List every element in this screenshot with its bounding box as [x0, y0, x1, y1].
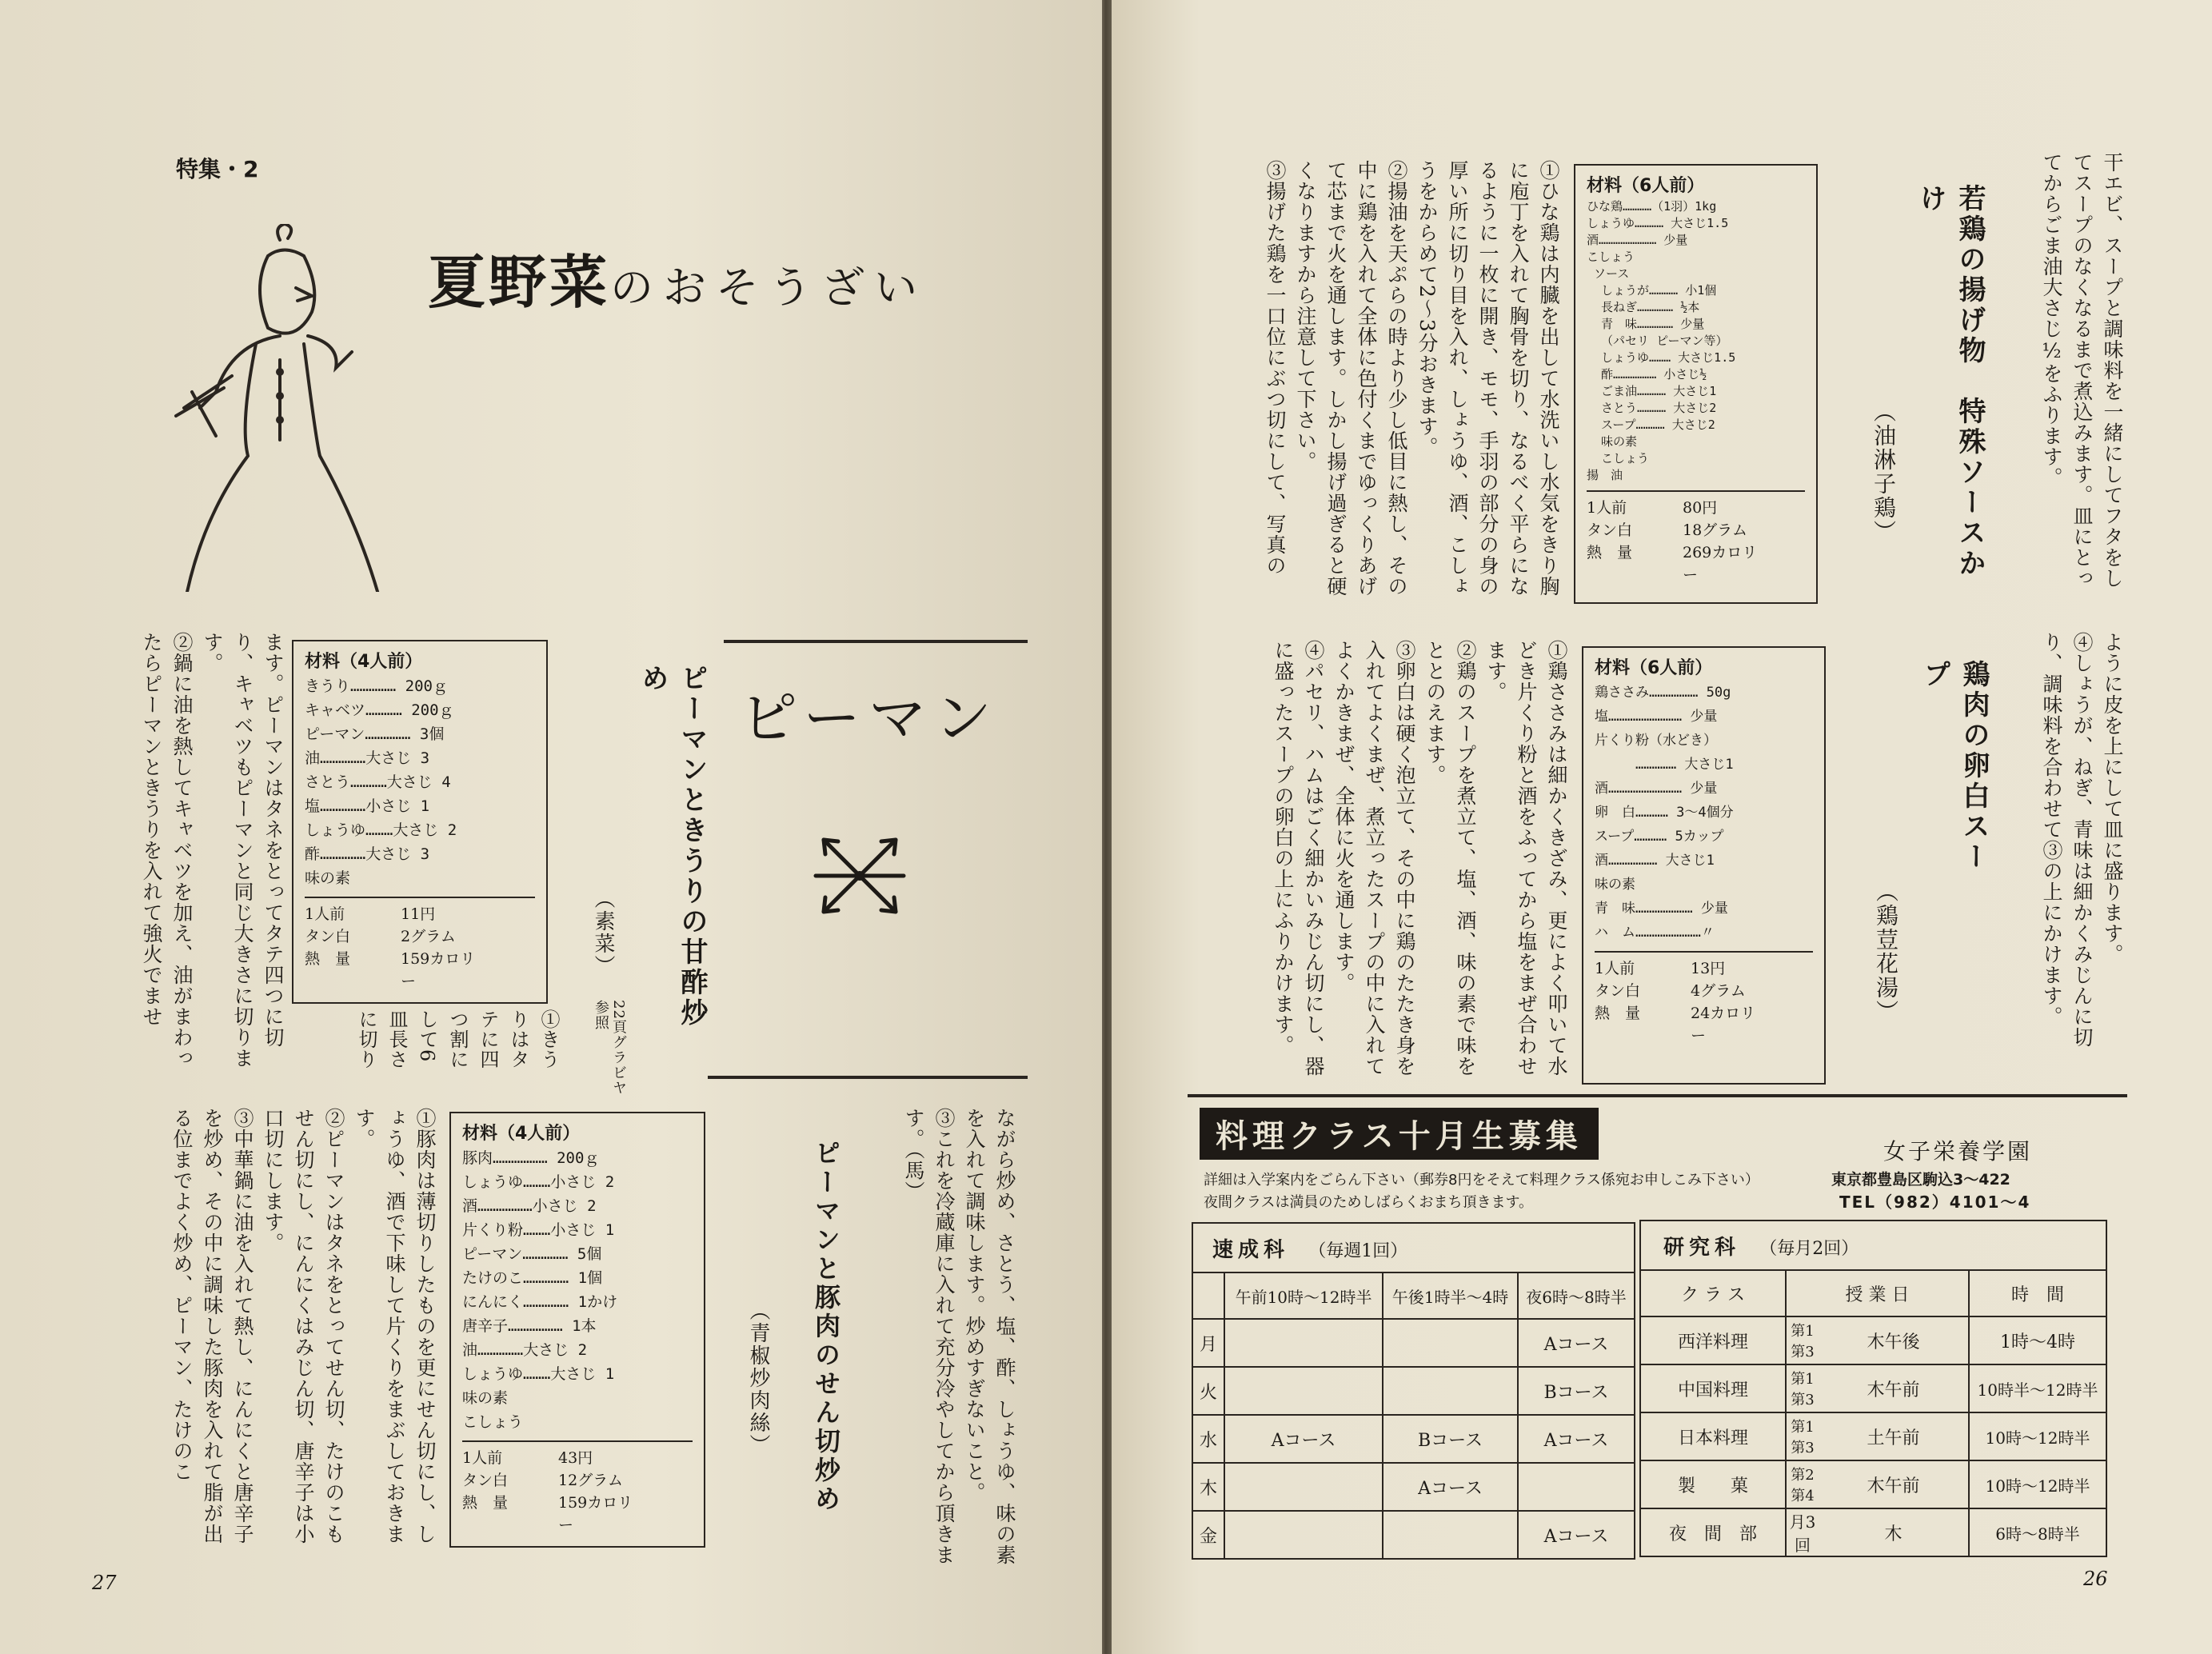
recipe1-ingredients-header: 材料（4人前）	[305, 652, 423, 672]
recipe3-continued	[1999, 632, 2127, 1064]
nutrition-row: 1人前 13円	[1595, 960, 1726, 977]
nutrition-row: 1人前 80円	[1587, 499, 1718, 517]
recipe1-step: ②鍋に油を熱してキャベツを加え、油がまわったらピーマンときうりを入れて強火でませ	[140, 632, 194, 1069]
kenkyu-col: 授 業 日	[1786, 1270, 1969, 1316]
table-row: 水 Aコース Bコース Aコース	[1192, 1415, 1635, 1463]
recipe1-title: ピーマンときうりの甘酢炒め	[637, 664, 708, 1029]
table-row: 月 Aコース	[1192, 1319, 1635, 1367]
recipe3-step: ③揚げた鶏を一口位にぶつ切にして、写真の	[1264, 160, 1287, 576]
table-row: 金 Aコース	[1192, 1511, 1635, 1559]
recipe4-subtitle: （鶏荳花湯）	[1873, 880, 1899, 1024]
left-page	[0, 0, 1102, 1654]
pepper-compass-icon	[808, 816, 912, 936]
kenkyu-title: 研究科	[1663, 1235, 1741, 1260]
nutrition-row: 熱 量 269カロリー	[1587, 544, 1758, 584]
kenkyu-freq: （毎月2回）	[1759, 1238, 1859, 1259]
table-row: 中国料理 第1第3 木午前 10時半〜12時半	[1640, 1364, 2106, 1412]
recipe2-step: ②ピーマンはタネをとってせん切、たけのこもせん切にし、にんにくはみじん切、唐辛子は小口切にします。	[262, 1108, 345, 1544]
recipe4-step: ①鶏ささみは細かくきざみ、更によく叩いて水どき片くり粉と酒をふってから塩をまぜ合わせます。	[1484, 640, 1568, 1077]
recipe3-step: ②揚油を天ぷらの時より少し低目に熱し、その中に鶏を入れて全体に色付くまでゆっくりあげて芯まで火を通します。しかし揚げ過ぎると硬くなりますから注意して下さい。	[1294, 160, 1408, 597]
woman-chef-illustration	[160, 224, 400, 592]
recipe2-step: ①豚肉は薄切りしたものを更にせん切にし、しょうゆ、酒で下味して片くりをまぶしておきます。	[353, 1108, 437, 1544]
recipe3-cont: ④しょうが、ねぎ、青味は細かくみじんに切り、調味料を合わせて③の上にかけます。	[2040, 632, 2094, 1048]
recipe1-subtitle: （素菜）	[591, 888, 615, 977]
table-row: 製 菓 第2第4 木午前 10時〜12時半	[1640, 1460, 2106, 1508]
recipe4-step: ②鶏のスープを煮立て、塩、酒、味の素で味をととのえます。	[1423, 640, 1477, 1077]
recipe4-ingredients-list: 鶏ささみ……………… 50g 塩……………………… 少量 片くり粉（水どき） …………… 大さじ1 酒……………………… 少量 卵 白………… 3〜4個分 スープ………… 5カップ 酒……………… 大さじ1 味の素 青 味………………… 少量 ハ ム……………………〃	[1595, 685, 1734, 941]
recipe1-step: ます。ピーマンはタネをとってタテ四つに切り、キャベツもピーマンと同じ大きさに切ります。	[201, 632, 285, 1069]
nutrition-row: 1人前 43円	[462, 1449, 593, 1467]
recipe2-steps	[88, 1108, 440, 1564]
recipe2-ingredients-box	[449, 1112, 705, 1548]
nutrition-row: 熱 量 24カロリー	[1595, 1005, 1756, 1045]
kenkyu-col: ク ラ ス	[1640, 1270, 1786, 1316]
recipe1-note: 22頁グラビヤ参照	[593, 1000, 627, 1096]
sokusei-col: 午前10時〜12時半	[1224, 1272, 1383, 1319]
nutrition-row: 熱 量 159カロリー	[462, 1494, 633, 1534]
main-title-strong: 夏野菜	[428, 248, 611, 316]
recipe3-ingredients-list: ひな鶏…………（1羽）1kg しょうゆ………… 大さじ1.5 酒…………………… 少量 こしょう ソース しょうが………… 小1個 長ねぎ…………… ½本 青 味…………… 少量 （パセリ ピーマン等） しょうゆ……… 大さじ1.5 酢……………… 小さじ½ ごま油………… 大さじ1 さとう………… 大さじ2 スープ………… 大さじ2 味の素 こしょう 揚 油	[1587, 199, 1736, 482]
recipe1-step-short: ①きうりはタテに四つ割にして6皿長さに切り	[355, 1009, 560, 1069]
main-title-rest: のおそうざい	[610, 262, 928, 313]
table-row: 夜 間 部 月3回 木 6時〜8時半	[1640, 1508, 2106, 1556]
recipe3-subtitle: （油淋子鶏）	[1871, 400, 1897, 544]
ad-school: 女子栄養学園	[1883, 1138, 2033, 1165]
sokusei-table	[1192, 1222, 1635, 1560]
nutrition-row: タン白 4グラム	[1595, 982, 1746, 1000]
recipe2-title: ピーマンと豚肉のせん切炒め	[811, 1140, 841, 1514]
recipe1-cont: ③これを冷蔵庫に入れて充分冷やしてから頂きます。（馬）	[902, 1108, 956, 1565]
page-number-left: 27	[92, 1572, 117, 1594]
category-rule-bottom	[708, 1076, 1028, 1079]
nutrition-row: 1人前 11円	[305, 905, 436, 923]
ad-address: 東京都豊島区駒込3〜422	[1831, 1171, 2010, 1189]
category-rule-top	[724, 640, 1028, 643]
sokusei-freq: （毎週1回）	[1308, 1240, 1408, 1261]
right-page	[1112, 0, 2212, 1654]
section-label: 特集・2	[176, 156, 259, 182]
recipe1-cont: ながら炒め、さとう、塩、酢、しょうゆ、味の素を入れて調味します。炒めすぎないこと。	[963, 1108, 1016, 1565]
ad-banner: 料理クラス十月生募集	[1200, 1108, 1599, 1160]
recipe4-step: ③卵白は硬く泡立て、その中に鶏のたたき身を入れてよくまぜ、煮立ったスープの中に入れてよくかきまぜ、全体に火を通します。	[1332, 640, 1416, 1077]
page-number-right: 26	[2083, 1568, 2108, 1590]
nutrition-row: タン白 2グラム	[305, 928, 456, 945]
table-row: 西洋料理 第1第3 木午後 1時〜4時	[1640, 1316, 2106, 1364]
recipe2-step: ③中華鍋に油を入れて熱し、にんにくと唐辛子を炒め、その中に調味した豚肉を入れて脂が出る位までよく炒め、ピーマン、たけのこ	[170, 1108, 254, 1544]
recipe2-nutrition	[462, 1440, 693, 1536]
table-row: 火 Bコース	[1192, 1367, 1635, 1415]
recipe3-nutrition	[1587, 490, 1805, 586]
recipe1-continued	[884, 1108, 1020, 1580]
table-row: 木 Aコース	[1192, 1463, 1635, 1511]
category-title: ピーマン	[740, 685, 1000, 752]
recipe1-nutrition	[305, 897, 535, 993]
recipe3-ingredients-header: 材料（6人前）	[1587, 176, 1705, 196]
recipe3-ingredients-box	[1574, 164, 1818, 604]
sokusei-col: 夜6時〜8時半	[1518, 1272, 1635, 1319]
recipe1-ingredients-box	[292, 640, 548, 1004]
nutrition-row: タン白 18グラム	[1587, 521, 1747, 539]
recipe4-ingredients-box	[1582, 646, 1826, 1085]
sokusei-title: 速成科	[1212, 1237, 1290, 1262]
recipe3-cont: ように皮を上にして皿に盛ります。	[2101, 632, 2124, 965]
recipe4-step: ④パセリ、ハムはごく細かいみじん切にし、器に盛ったスープの卵白の上にふりかけます。	[1272, 640, 1325, 1077]
recipe4-steps	[1188, 640, 1571, 1080]
ad-rule	[1188, 1094, 2127, 1097]
recipe3-title: 若鶏の揚げ物 特殊ソースかけ	[1915, 184, 1986, 579]
ad-notice: 詳細は入学案内をごらん下さい（郵券8円をそえて料理クラス係宛お申しこみ下さい）夜間クラスは満員のためしばらくおまち頂きます。	[1204, 1172, 1759, 1211]
sokusei-col: 午後1時半〜4時	[1383, 1272, 1518, 1319]
ad-tel: TEL（982）4101〜4	[1839, 1193, 2031, 1212]
recipe4-title: 鶏肉の卵白スープ	[1919, 660, 1990, 873]
recipe1-steps	[88, 632, 288, 1080]
recipe2-subtitle: （青椒炒肉絲）	[746, 1300, 770, 1456]
kenkyu-table	[1639, 1220, 2107, 1557]
recipe3-steps	[1188, 160, 1563, 616]
nutrition-row: 熱 量 159カロリー	[305, 950, 476, 990]
recipe2-ingredients-list: 豚肉……………… 200ｇ しょうゆ………小さじ 2 酒………………小さじ 2 片くり粉………小さじ 1 ピーマン…………… 5個 たけのこ…………… 1個 にんにく…………… 1かけ 唐辛子……………… 1本 油……………大さじ 2 しょうゆ………大さじ 1 味の素 こしょう	[462, 1149, 618, 1431]
recipe2-ingredients-header: 材料（4人前）	[462, 1124, 581, 1144]
recipe1-ingredients-list: きうり…………… 200ｇ キャベツ………… 200ｇ ピーマン…………… 3個 油……………大さじ 3 さとう…………大さじ 4 塩……………小さじ 1 しょうゆ………大さじ 2 酢……………大さじ 3 味の素	[305, 677, 457, 887]
recipe4-ingredients-header: 材料（6人前）	[1595, 658, 1713, 678]
nutrition-row: タン白 12グラム	[462, 1472, 623, 1489]
recipe3-step: ①ひな鶏は内臓を出して水洗いし水気をきり胸に庖丁を入れて胸骨を切り、なるべく平らになるように一枚に開き、モモ、手羽の部分の身の厚い所に切り目を入れ、しょうゆ、酒、こしょうをからめて2〜3分おきます。	[1415, 160, 1560, 597]
recipe-prev-continued: 干エビ、スープと調味料を一緒にしてフタをしてスープのなくなるまで煮込みます。皿にとってからごま油大さじ½をふります。	[2040, 152, 2124, 589]
recipe4-nutrition	[1595, 951, 1813, 1047]
kenkyu-col: 時 間	[1969, 1270, 2106, 1316]
table-row: 日本料理 第1第3 土午前 10時〜12時半	[1640, 1412, 2106, 1460]
